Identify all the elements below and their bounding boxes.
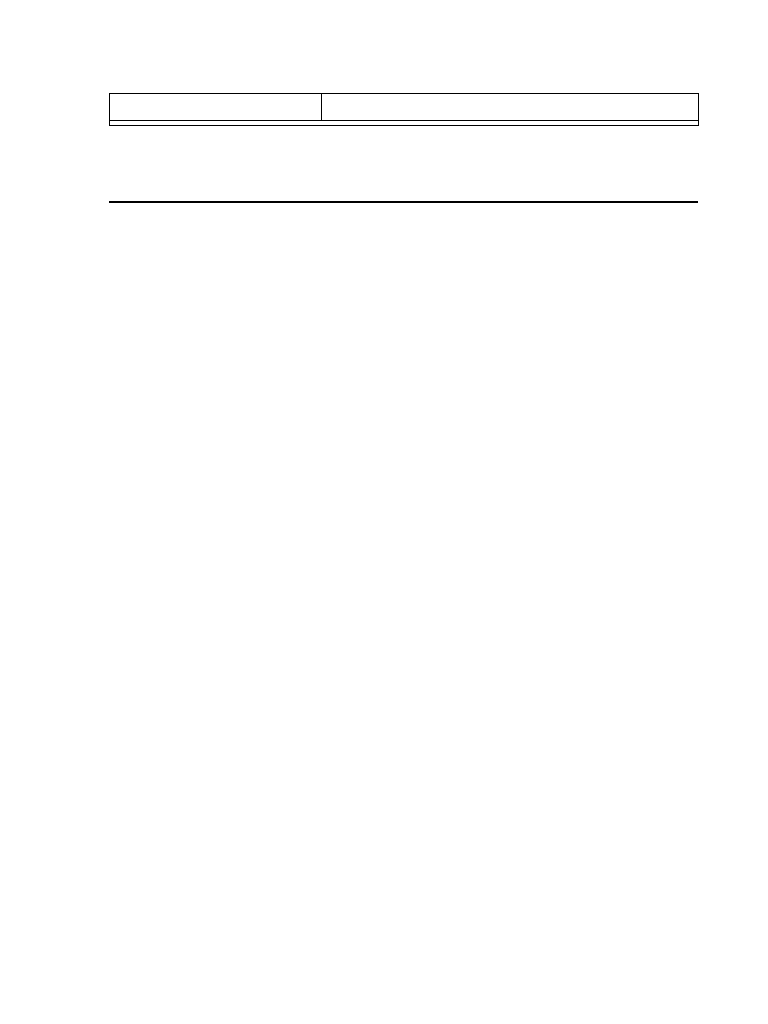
project-name-location-field[interactable]: [322, 94, 698, 120]
instructions-text: [110, 121, 698, 125]
project-manager-field[interactable]: [110, 94, 322, 120]
project-header-row: [110, 94, 698, 121]
project-header-table: [109, 93, 699, 126]
checklist-table: [109, 201, 698, 203]
